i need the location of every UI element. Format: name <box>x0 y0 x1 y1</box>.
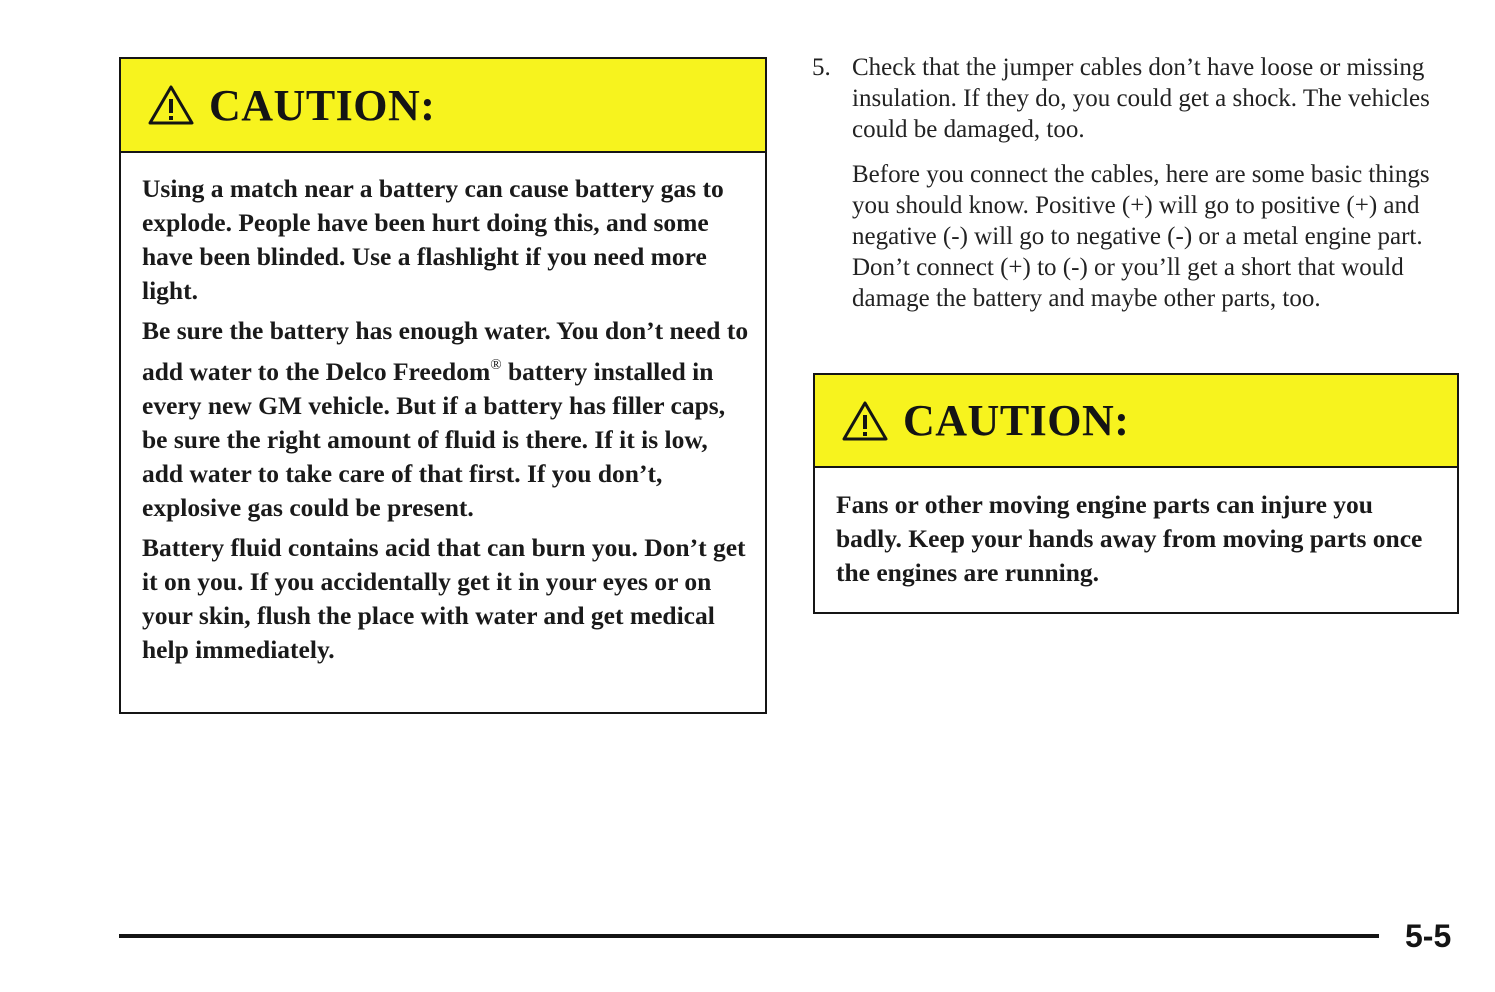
caution-body <box>121 153 765 667</box>
caution-paragraph <box>142 314 749 525</box>
step-paragraph: Before you connect the cables, here are some basic things you should know. Positive (+) will go to positive (+) and negative (-) will go to negative (-) or a metal engine part. Don’t connect (+) to (-) or you’ll get a short that would damage the battery and maybe other parts, too. <box>852 161 1430 312</box>
caution-header <box>121 59 765 153</box>
warning-triangle-icon <box>841 400 889 442</box>
battery-caution-box <box>119 57 767 714</box>
caution-body <box>815 468 1457 590</box>
warning-triangle-icon <box>147 84 195 126</box>
engine-parts-caution-box <box>813 373 1459 614</box>
step-number: 5. <box>812 54 831 81</box>
instruction-step <box>812 52 1462 314</box>
step-text: Check that the jumper cables don’t have loose or missing insulation. If they do, you could get a shock. The vehicles could be damaged, too. <box>852 54 1430 143</box>
footer-rule <box>119 934 1379 938</box>
caution-paragraph: Fans or other moving engine parts can injure you badly. Keep your hands away from moving parts once the engines are running. <box>836 490 1423 587</box>
caution-title: CAUTION: <box>903 396 1130 445</box>
step-row <box>812 52 1462 145</box>
caution-title: CAUTION: <box>209 80 436 130</box>
caution-text-part: Be sure the battery has enough water. You don’t need to add water to the Delco Freedom <box>142 316 749 386</box>
page-number: 5-5 <box>1405 918 1452 954</box>
caution-header <box>815 375 1457 468</box>
registered-mark: ® <box>490 357 502 373</box>
caution-text-part: battery installed in every new GM vehicle. But if a battery has filler caps, be sure the right amount of fluid is there. If it is low, add water to take care of that first. If you don’t, explosive gas could be present. <box>142 357 726 522</box>
caution-paragraph: Battery fluid contains acid that can burn you. Don’t get it on you. If you accidentally get it in your eyes or on your skin, flush the place with water and get medical help immediately. <box>142 533 746 664</box>
caution-paragraph: Using a match near a battery can cause battery gas to explode. People have been hurt doing this, and some have been blinded. Use a flashlight if you need more light. <box>142 174 724 305</box>
